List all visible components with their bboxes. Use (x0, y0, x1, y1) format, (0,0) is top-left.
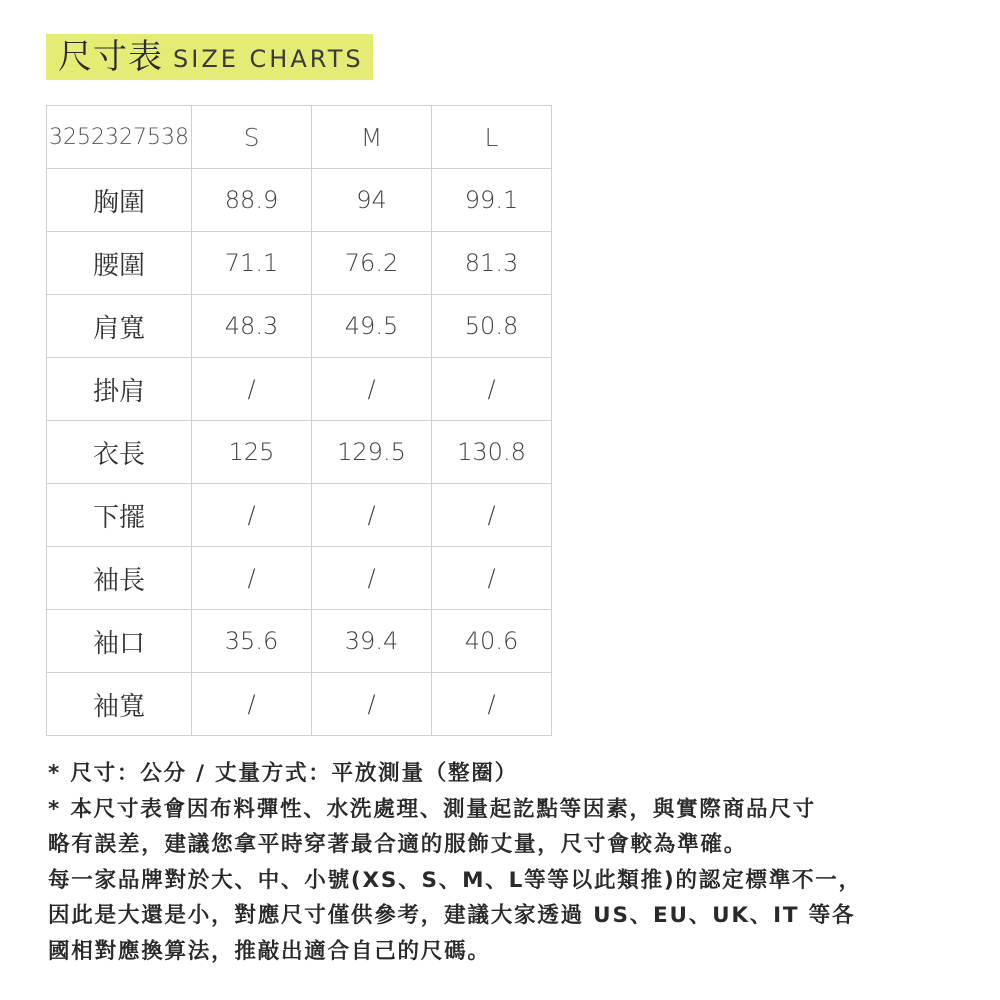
note-line: * 本尺寸表會因布料彈性、水洗處理、測量起訖點等因素，與實際商品尺寸 (48, 796, 816, 822)
cell-value: / (192, 484, 312, 547)
row-label: 袖長 (47, 547, 192, 610)
table-row (47, 547, 552, 610)
cell-value: 125 (192, 421, 312, 484)
title-english: SIZE CHARTS (173, 45, 364, 73)
cell-value: 99.1 (432, 169, 552, 232)
cell-value: / (192, 547, 312, 610)
row-label: 腰圍 (47, 232, 192, 295)
cell-value: 88.9 (192, 169, 312, 232)
cell-value: / (312, 358, 432, 421)
note-line: 略有誤差，建議您拿平時穿著最合適的服飾丈量，尺寸會較為準確。 (48, 832, 748, 857)
size-header-l: L (432, 106, 552, 169)
cell-value: 81.3 (432, 232, 552, 295)
cell-value: / (312, 673, 432, 736)
size-notes (48, 756, 978, 969)
note-line: * 尺寸：公分 / 丈量方式：平放測量（整圈） (48, 761, 518, 786)
row-label: 下擺 (47, 484, 192, 547)
cell-value: 48.3 (192, 295, 312, 358)
size-header-s: S (192, 106, 312, 169)
cell-value: 35.6 (192, 610, 312, 673)
cell-value: / (192, 358, 312, 421)
table-row (47, 484, 552, 547)
table-row (47, 610, 552, 673)
note-line: 因此是大還是小，對應尺寸僅供參考，建議大家透過 US、EU、UK、IT 等各 (48, 903, 856, 928)
row-label: 袖寬 (47, 673, 192, 736)
row-label: 掛肩 (47, 358, 192, 421)
cell-value: / (432, 547, 552, 610)
table-row (47, 295, 552, 358)
table-row (47, 673, 552, 736)
row-label: 胸圍 (47, 169, 192, 232)
cell-value: / (312, 547, 432, 610)
cell-value: 76.2 (312, 232, 432, 295)
size-table (46, 105, 552, 736)
cell-value: / (432, 484, 552, 547)
row-label: 肩寬 (47, 295, 192, 358)
note-line: 每一家品牌對於大、中、小號(XS、S、M、L等等以此類推)的認定標準不一， (48, 867, 862, 893)
cell-value: / (192, 673, 312, 736)
size-chart-title-banner (46, 34, 373, 80)
table-header-row (47, 106, 552, 169)
table-row (47, 421, 552, 484)
cell-value: 39.4 (312, 610, 432, 673)
table-row (47, 358, 552, 421)
row-label: 衣長 (47, 421, 192, 484)
cell-value: / (432, 358, 552, 421)
cell-value: 40.6 (432, 610, 552, 673)
size-header-m: M (312, 106, 432, 169)
table-row (47, 232, 552, 295)
cell-value: 94 (312, 169, 432, 232)
title-chinese: 尺寸表 (58, 37, 163, 77)
cell-value: 71.1 (192, 232, 312, 295)
table-row (47, 169, 552, 232)
cell-value: 50.8 (432, 295, 552, 358)
cell-value: 49.5 (312, 295, 432, 358)
cell-value: / (432, 673, 552, 736)
product-code: 3252327538 (47, 106, 192, 169)
row-label: 袖口 (47, 610, 192, 673)
cell-value: / (312, 484, 432, 547)
cell-value: 129.5 (312, 421, 432, 484)
note-line: 國相對應換算法，推敲出適合自己的尺碼。 (48, 938, 491, 964)
cell-value: 130.8 (432, 421, 552, 484)
